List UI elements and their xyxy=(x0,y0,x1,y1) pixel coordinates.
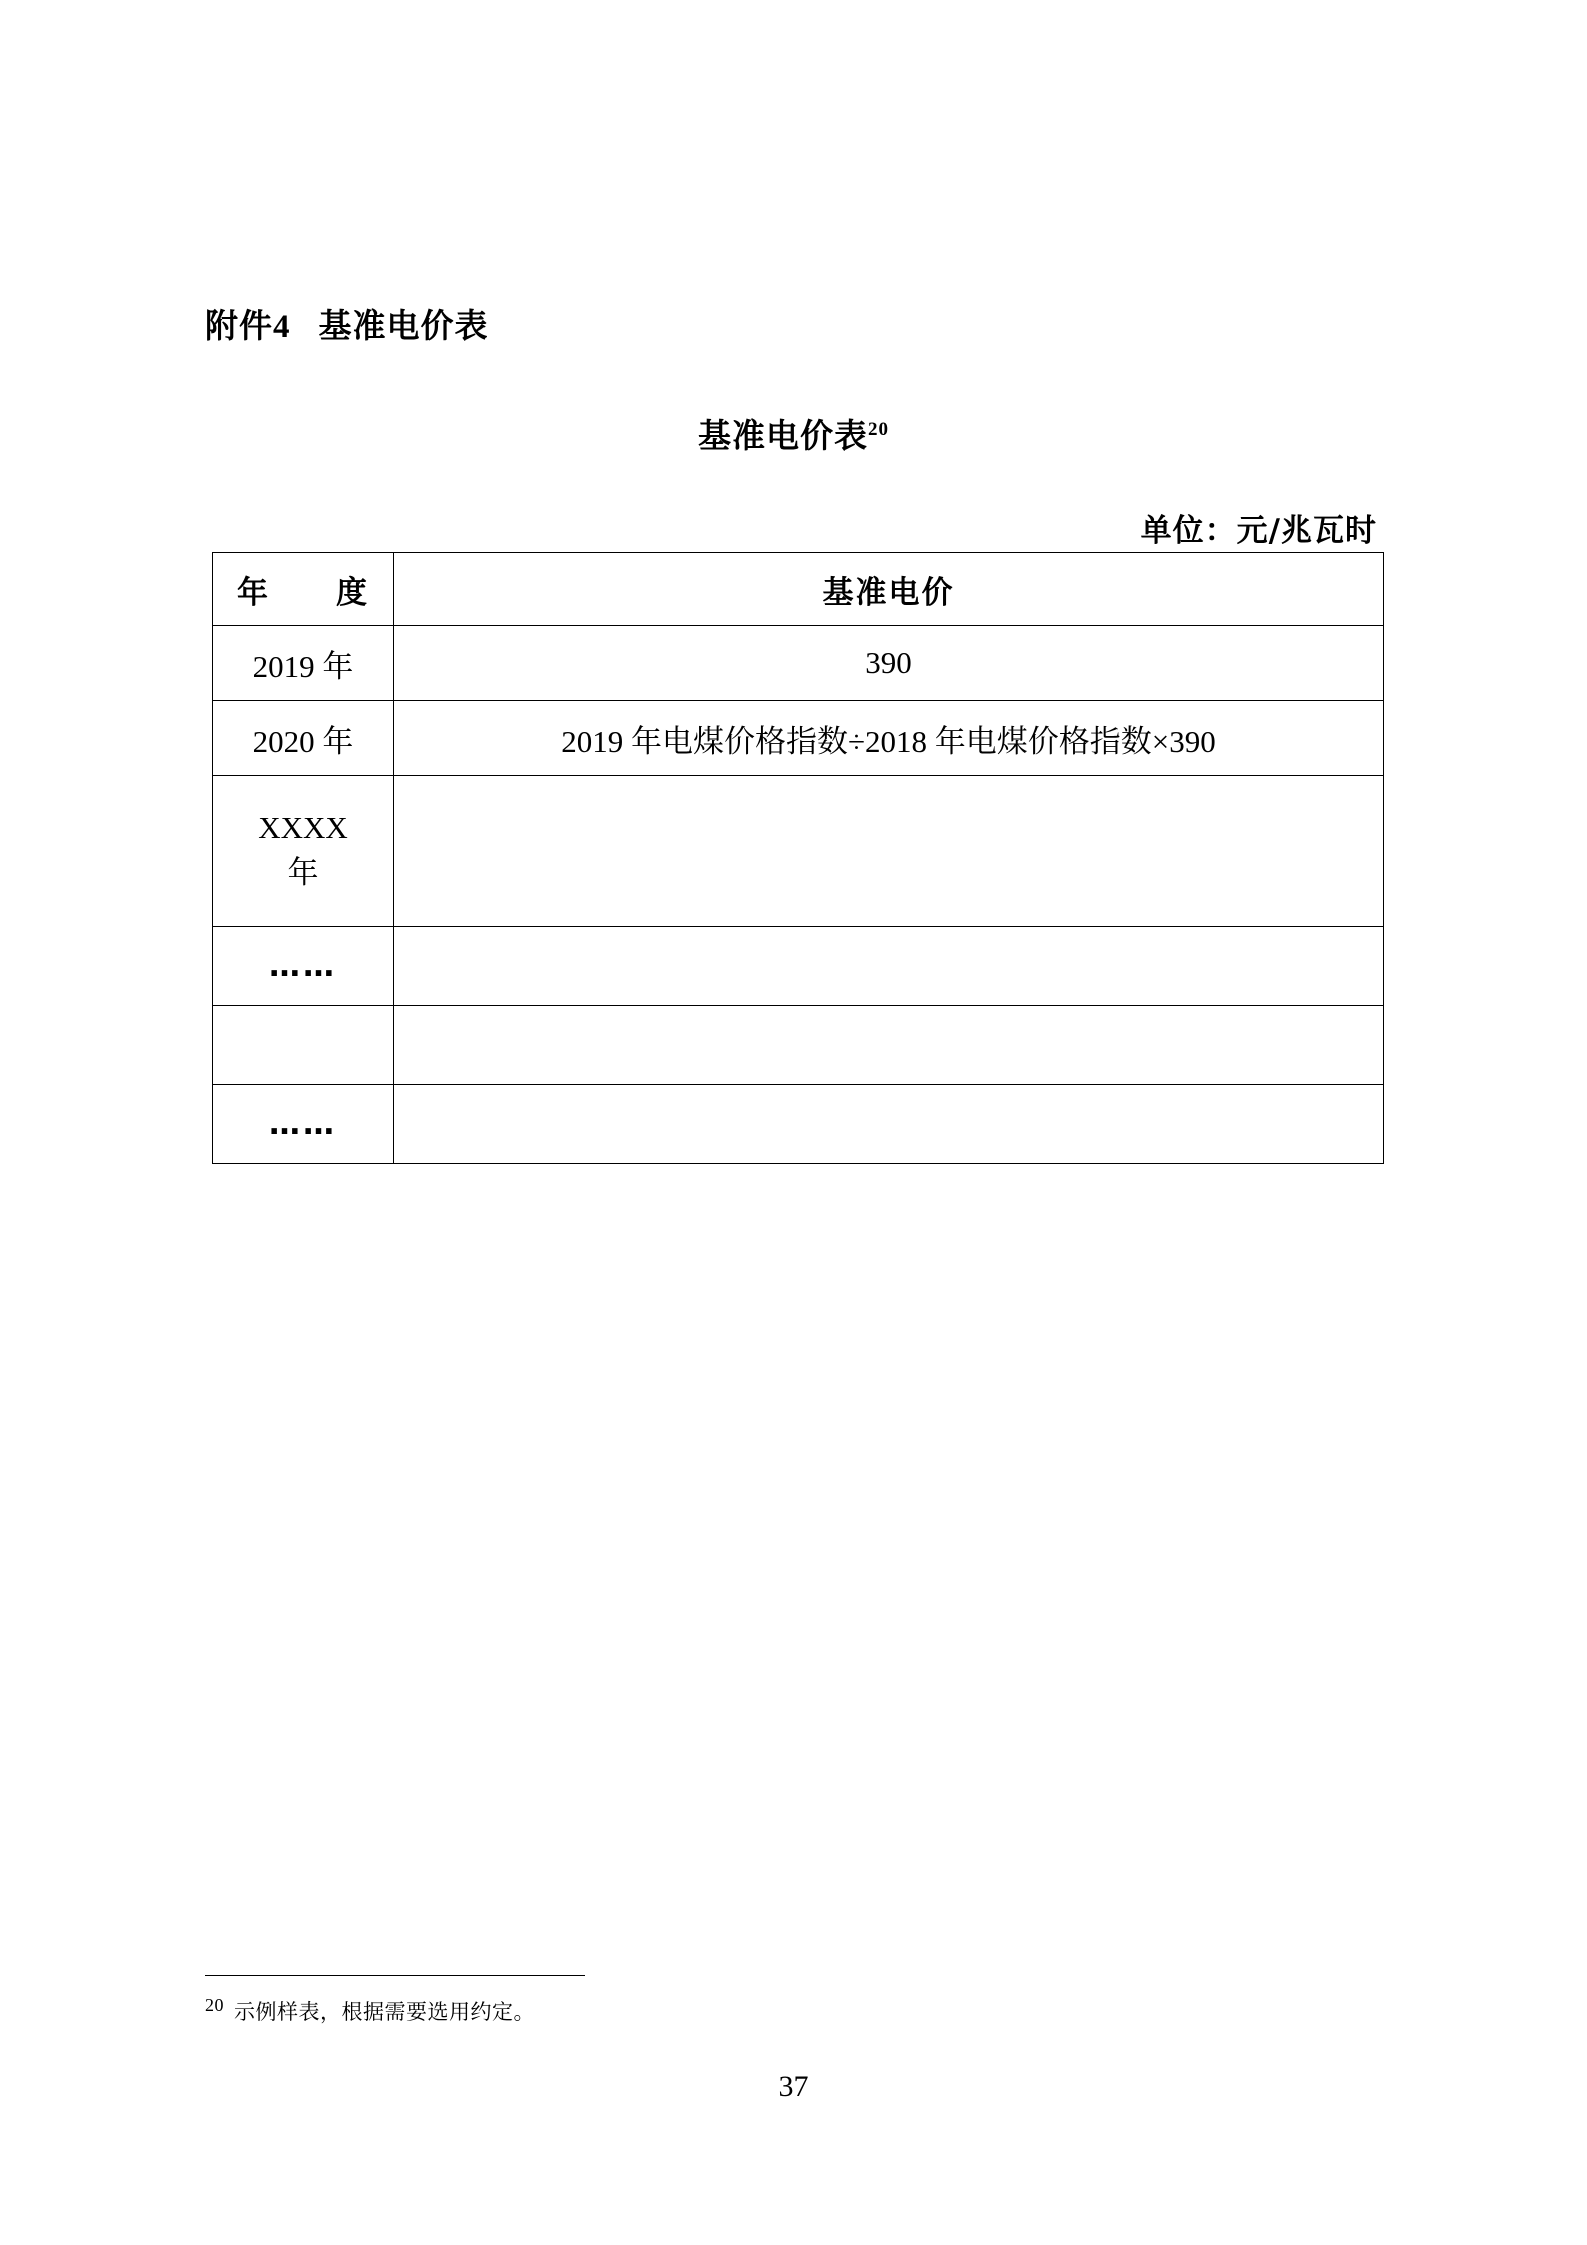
page-number: 37 xyxy=(778,2070,809,2103)
table-row xyxy=(213,1085,1384,1164)
cell-price xyxy=(394,927,1384,1006)
footnote xyxy=(205,1995,535,2026)
table-row xyxy=(213,927,1384,1006)
header-year: 年 度 xyxy=(213,553,394,626)
cell-year xyxy=(213,1006,394,1085)
table-row xyxy=(213,626,1384,701)
cell-year-line2: 年 xyxy=(287,855,319,890)
cell-year: 2019 年 xyxy=(213,626,394,701)
attachment-title: 基准电价表 xyxy=(318,306,489,345)
table-row xyxy=(213,776,1384,927)
cell-price xyxy=(394,1085,1384,1164)
page-title-text: 基准电价表 xyxy=(698,416,868,455)
table-row xyxy=(213,1006,1384,1085)
cell-year: 2020 年 xyxy=(213,701,394,776)
footnote-mark: 20 xyxy=(205,1995,224,2015)
attachment-label: 附件 xyxy=(205,306,273,345)
cell-year-line1: XXXX xyxy=(258,810,348,846)
footnote-separator xyxy=(205,1975,585,1976)
table-row xyxy=(213,701,1384,776)
base-price-table xyxy=(212,552,1384,1164)
attachment-heading xyxy=(205,300,489,347)
unit-note: 单位：元/兆瓦时 xyxy=(1140,513,1377,549)
page-title xyxy=(0,410,1587,457)
cell-year xyxy=(213,776,394,927)
attachment-number: 4 xyxy=(273,309,291,345)
footnote-text: 示例样表，根据需要选用约定。 xyxy=(234,2000,535,2024)
cell-price xyxy=(394,1006,1384,1085)
cell-year: …… xyxy=(213,927,394,1006)
header-price: 基准电价 xyxy=(394,553,1384,626)
title-footnote-ref: 20 xyxy=(868,419,889,440)
cell-price: 390 xyxy=(394,626,1384,701)
cell-price: 2019 年电煤价格指数÷2018 年电煤价格指数×390 xyxy=(394,701,1384,776)
cell-year: …… xyxy=(213,1085,394,1164)
cell-price xyxy=(394,776,1384,927)
table-header-row xyxy=(213,553,1384,626)
